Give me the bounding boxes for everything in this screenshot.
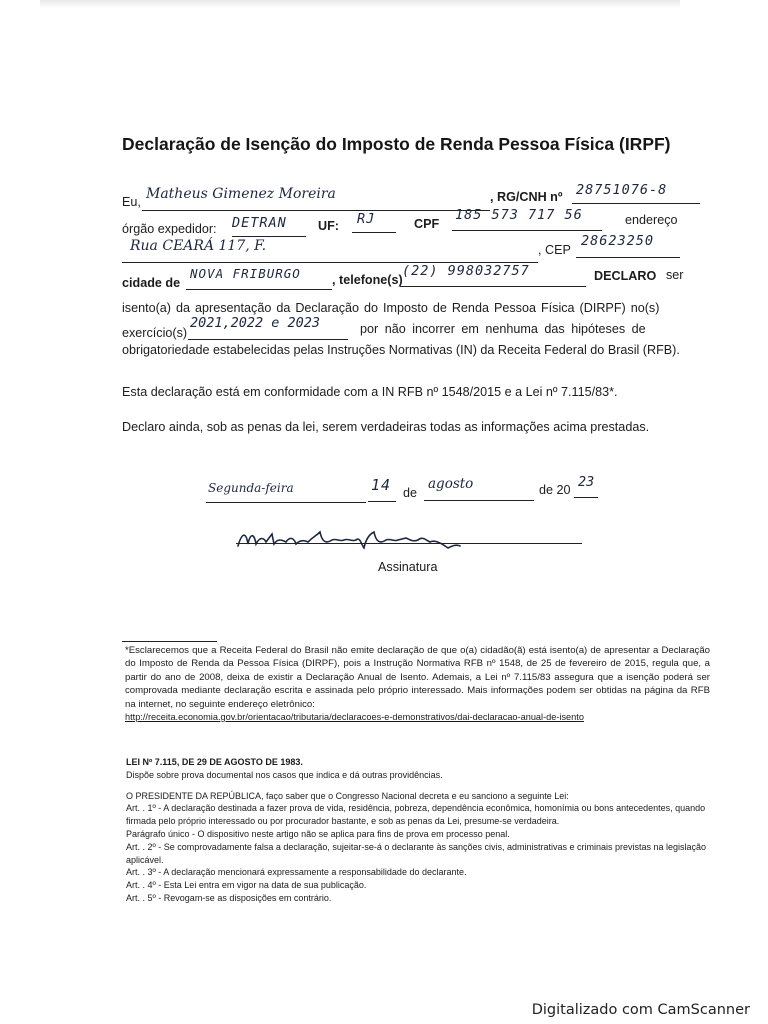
orgao-label: órgão expedidor:: [122, 222, 217, 236]
handwritten-year: 23: [578, 474, 595, 490]
orgao-field: [232, 219, 306, 237]
law-article-3: Art. . 3º - A declaração mencionará expressamente a responsabilidade do declarante.: [126, 867, 467, 878]
handwritten-cpf: 185 573 717 56: [455, 207, 583, 223]
handwritten-cep: 28623250: [581, 233, 655, 249]
law-heading: LEI Nº 7.115, DE 29 DE AGOSTO DE 1983.: [126, 757, 303, 767]
handwritten-endereco: Rua CEARÁ 117, F.: [130, 238, 267, 254]
cpf-field: [452, 213, 602, 231]
handwritten-day: 14: [371, 476, 392, 494]
telefone-label: , telefone(s): [332, 273, 403, 287]
conformidade-text: Esta declaração está em conformidade com a IN RFB nº 1548/2015 e a Lei nº 7.115/83*.: [122, 385, 618, 399]
law-article-4: Art. . 4º - Esta Lei entra em vigor na data de sua publicação.: [126, 880, 367, 891]
obrigatoriedade-line: obrigatoriedade estabelecidas pelas Instruções Normativas (IN) da Receita Federal do Brasil (RFB).: [122, 343, 680, 357]
exercicio-rest: por não incorrer em nenhuma das hipóteses de: [360, 322, 646, 336]
law-paragrafo-unico: Parágrafo único - O dispositivo neste artigo não se aplica para fins de prova em processo penal.: [126, 828, 510, 839]
handwritten-rg: 28751076-8: [576, 182, 668, 198]
law-preamble: O PRESIDENTE DA REPÚBLICA, faço saber que o Congresso Nacional decreta e eu sanciono a seguinte Lei:: [126, 790, 569, 801]
law-article-2: Art. . 2º - Se comprovadamente falsa a declaração, sujeitar-se-á o declarante às sanções civis, administrativas e criminais previstas na legislação aplicável.: [126, 841, 707, 865]
signature-line: [236, 543, 582, 544]
handwritten-cidade: NOVA FRIBURGO: [190, 266, 301, 281]
cep-field: [576, 240, 680, 258]
month-field: [424, 483, 534, 501]
footnote-rule: [122, 641, 217, 642]
cidade-label: cidade de: [122, 276, 181, 290]
cep-label: , CEP: [538, 243, 571, 257]
handwritten-name: Matheus Gimenez Moreira: [146, 186, 336, 202]
camscanner-watermark: Digitalizado com CamScanner: [531, 1002, 750, 1018]
footnote: [125, 644, 710, 724]
prefix-eu: Eu,: [122, 195, 141, 209]
handwritten-month: agosto: [428, 476, 474, 492]
signature-caption: Assinatura: [378, 560, 438, 574]
handwritten-weekday: Segunda-feira: [208, 481, 294, 495]
handwritten-exercicios: 2021,2022 e 2023: [190, 315, 321, 331]
weekday-field: [206, 485, 366, 503]
day-field: [368, 484, 396, 502]
law-article-1: Art. . 1º - A declaração destinada a fazer prova de vida, residência, pobreza, dependência econômica, homonímia ou bons antecedentes, quando firmada pelo próprio interessado ou por procurador bastante, e sob as penas da Lei, presume-se verdadeira.: [126, 803, 706, 827]
law-ementa: Dispõe sobre prova documental nos casos que indica e dá outras providências.: [126, 769, 443, 780]
year-field: [574, 480, 598, 498]
handwritten-uf: RJ: [357, 211, 376, 227]
handwritten-telefone: (22) 998032757: [402, 263, 530, 279]
exercicio-field: [188, 322, 348, 340]
document-title: Declaração de Isenção do Imposto de Renda Pessoa Física (IRPF): [122, 134, 671, 154]
date-de-1: de: [403, 486, 418, 500]
law-excerpt: [126, 756, 716, 905]
scan-edge-shadow: [40, 0, 680, 8]
endereco-field: [122, 245, 538, 263]
exercicio-label: exercício(s): [122, 326, 188, 340]
cpf-label: CPF: [414, 217, 440, 231]
handwritten-orgao: DETRAN: [232, 215, 287, 231]
uf-field: [352, 215, 396, 233]
declaro-ainda-text: Declaro ainda, sob as penas da lei, serem verdadeiras todas as informações acima prestadas.: [122, 420, 650, 434]
cidade-field: [186, 272, 332, 290]
law-article-5: Art. . 5º - Revogam-se as disposições em contrário.: [126, 892, 332, 903]
telefone-field: [400, 269, 586, 287]
ser-word: ser: [666, 268, 684, 282]
footnote-url: http://receita.economia.gov.br/orientacao/tributaria/declaracoes-e-demonstrativos/dai-declaracao-anual-de-isento: [125, 712, 584, 723]
rg-label: , RG/CNH nº: [490, 190, 563, 204]
isento-line: isento(a) da apresentação da Declaração do Imposto de Renda Pessoa Física (DIRPF) no(s): [122, 301, 660, 315]
date-de-2: de 20: [539, 483, 571, 497]
signature-scribble: [236, 524, 476, 558]
declaro-word: DECLARO: [594, 269, 657, 283]
uf-label: UF:: [318, 219, 339, 233]
footnote-text: *Esclarecemos que a Receita Federal do Brasil não emite declaração de que o(a) cidadão(ã) está isento(a) de apresentar a Declaração do Imposto de Renda da Pessoa Física (DIRPF), pois a Instrução Normativa RFB nº 1548, de 25 de fevereiro de 2015, regula que, a partir do ano de 2008, deixa de existir a Declaração Anual de Isento. Ademais, a Lei nº 7.115/83 assegura que a isenção poderá ser comprovada mediante declaração escrita e assinada pelo próprio interessado. Mais informações podem ser obtidas na página da RFB na internet, no seguinte endereço eletrônico:: [125, 645, 710, 710]
endereco-label: endereço: [625, 213, 678, 227]
